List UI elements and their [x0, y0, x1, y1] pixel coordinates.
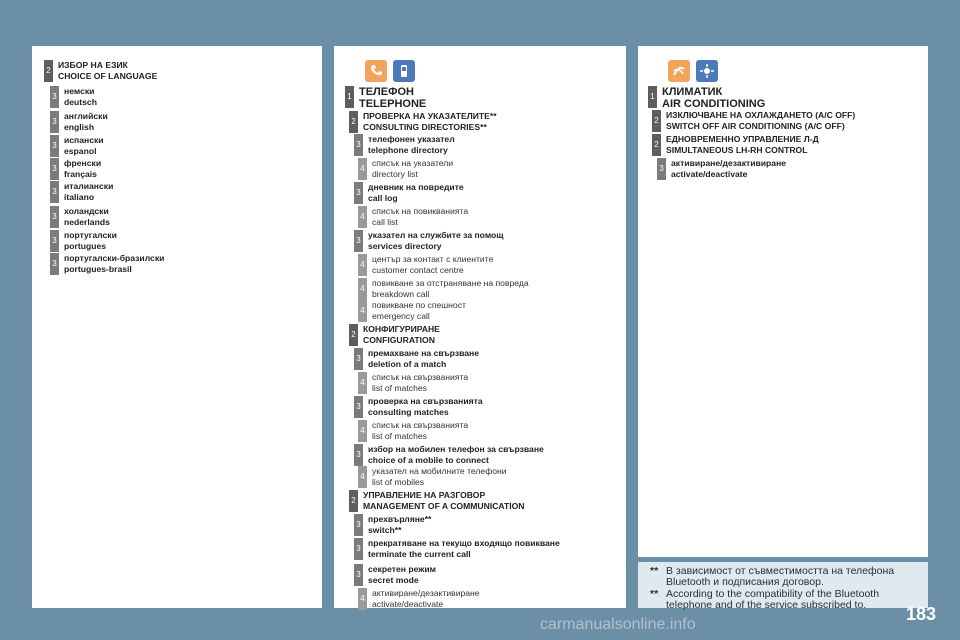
telephone-menu-item — [354, 182, 464, 204]
language-menu-item — [50, 206, 110, 228]
language-menu-item — [50, 111, 108, 133]
level-badge: 3 — [354, 396, 363, 418]
language-menu-item — [44, 60, 157, 82]
level-badge: 4 — [358, 466, 367, 488]
watermark: carmanualsonline.info — [540, 616, 696, 633]
level-badge: 3 — [354, 134, 363, 156]
item-label-local: проверка на свързванията — [368, 396, 483, 406]
level-badge: 1 — [345, 86, 354, 108]
level-badge: 4 — [358, 254, 367, 276]
level-badge: 4 — [358, 300, 367, 322]
item-label-local: премахване на свързване — [368, 348, 480, 358]
item-label-english: portugues-brasil — [64, 264, 132, 274]
item-label-local: повикване по спешност — [372, 300, 466, 310]
level-badge: 3 — [50, 230, 59, 252]
telephone-menu-item — [354, 564, 436, 586]
level-badge: 4 — [358, 206, 367, 228]
level-badge: 3 — [657, 158, 666, 180]
telephone-menu-item — [358, 420, 468, 442]
item-label-local: списък на свързванията — [372, 372, 469, 382]
level-badge: 2 — [349, 111, 358, 133]
item-label-english: nederlands — [64, 217, 110, 227]
item-label-local: ИЗКЛЮЧВАНЕ НА ОХЛАЖДАНЕТО (A/C OFF) — [666, 110, 856, 120]
item-label-local: португалски-бразилски — [64, 253, 165, 263]
item-label-local: ТЕЛЕФОН — [359, 86, 414, 98]
level-badge: 3 — [50, 181, 59, 203]
item-label-local: указател на службите за помощ — [368, 230, 504, 240]
telephone-menu-item — [345, 86, 426, 110]
telephone-menu-item — [354, 230, 504, 252]
telephone-menu-item — [358, 158, 453, 180]
telephone-icons — [365, 60, 415, 82]
item-label-local: английски — [64, 111, 108, 121]
telephone-menu-item — [354, 444, 544, 466]
item-label-english: breakdown call — [372, 289, 430, 299]
fan-icon — [668, 60, 690, 82]
item-label-local: ИЗБОР НА ЕЗИК — [58, 60, 128, 70]
level-badge: 4 — [358, 588, 367, 610]
item-label-english: english — [64, 122, 95, 132]
item-label-english: activate/deactivate — [372, 599, 444, 609]
climate-menu-item — [652, 110, 855, 132]
item-label-english: directory list — [372, 169, 418, 179]
level-badge: 2 — [349, 490, 358, 512]
item-label-local: италиански — [64, 181, 114, 191]
item-label-local: ПРОВЕРКА НА УКАЗАТЕЛИТЕ** — [363, 111, 497, 121]
item-label-local: дневник на повредите — [368, 182, 464, 192]
language-menu-item — [50, 158, 101, 180]
telephone-menu-item — [349, 324, 440, 346]
telephone-menu-item — [358, 206, 468, 228]
item-label-local: повикване за отстраняване на повреда — [372, 278, 529, 288]
telephone-menu-item — [358, 254, 493, 276]
item-label-english: AIR CONDITIONING — [662, 98, 766, 110]
language-menu-item — [50, 86, 97, 108]
item-label-local: португалски — [64, 230, 117, 240]
climate-menu-item — [652, 134, 819, 156]
telephone-menu-item — [358, 466, 507, 488]
item-label-english: deletion of a match — [368, 359, 447, 369]
level-badge: 4 — [358, 420, 367, 442]
level-badge: 3 — [50, 111, 59, 133]
level-badge: 3 — [50, 253, 59, 275]
level-badge: 3 — [354, 564, 363, 586]
climate-menu-item — [657, 158, 786, 180]
item-label-english: list of mobiles — [372, 477, 425, 487]
footnotes — [650, 566, 922, 612]
telephone-menu-item — [354, 396, 483, 418]
item-label-local: активиране/дезактивиране — [671, 158, 787, 168]
item-label-local: прехвърляне** — [368, 514, 432, 524]
item-label-local: испански — [64, 135, 104, 145]
level-badge: 3 — [50, 206, 59, 228]
level-badge: 2 — [652, 110, 661, 132]
item-label-english: choice of a mobile to connect — [368, 455, 489, 465]
level-badge: 3 — [50, 86, 59, 108]
item-label-local: ЕДНОВРЕМЕННО УПРАВЛЕНИЕ Л-Д — [666, 134, 819, 144]
item-label-local: указател на мобилните телефони — [372, 466, 507, 476]
level-badge: 3 — [50, 135, 59, 157]
item-label-local: КЛИМАТИК — [662, 86, 723, 98]
item-label-english: TELEPHONE — [359, 98, 427, 110]
item-label-english: call log — [368, 193, 398, 203]
level-badge: 1 — [648, 86, 657, 108]
language-menu-item — [50, 135, 104, 157]
telephone-menu-item — [354, 348, 479, 370]
level-badge: 4 — [358, 372, 367, 394]
climate-icons — [668, 60, 718, 82]
item-label-english: MANAGEMENT OF A COMMUNICATION — [363, 501, 525, 511]
language-menu-item — [50, 181, 113, 203]
item-label-english: telephone directory — [368, 145, 448, 155]
language-menu-item — [50, 253, 164, 275]
item-label-english: SWITCH OFF AIR CONDITIONING (A/C OFF) — [666, 121, 845, 131]
item-label-english: portugues — [64, 241, 107, 251]
item-label-local: секретен режим — [368, 564, 436, 574]
item-label-local: КОНФИГУРИРАНЕ — [363, 324, 440, 334]
footnote: ** According to the compatibility of the Bluetooth telephone and of the service subscribed to. — [650, 588, 880, 611]
item-label-english: services directory — [368, 241, 442, 251]
item-label-english: secret mode — [368, 575, 419, 585]
item-label-local: център за контакт с клиентите — [372, 254, 494, 264]
telephone-menu-item — [354, 134, 455, 156]
item-label-english: français — [64, 169, 97, 179]
level-badge: 4 — [358, 278, 367, 300]
item-label-english: activate/deactivate — [671, 169, 748, 179]
level-badge: 2 — [652, 134, 661, 156]
level-badge: 2 — [44, 60, 53, 82]
level-badge: 2 — [349, 324, 358, 346]
item-label-english: emergency call — [372, 311, 430, 321]
item-label-local: немски — [64, 86, 95, 96]
item-label-local: холандски — [64, 206, 109, 216]
item-label-english: deutsch — [64, 97, 97, 107]
item-label-local: телефонен указател — [368, 134, 455, 144]
level-badge: 3 — [50, 158, 59, 180]
item-label-local: прекратяване на текущо входящо повикване — [368, 538, 560, 548]
telephone-menu-item — [358, 300, 466, 322]
climate-menu-item — [648, 86, 765, 110]
item-label-english: consulting matches — [368, 407, 449, 417]
item-label-english: call list — [372, 217, 398, 227]
telephone-menu-item — [349, 490, 525, 512]
item-label-english: espanol — [64, 146, 97, 156]
item-label-english: SIMULTANEOUS LH-RH CONTROL — [666, 145, 808, 155]
item-label-local: списък на указатели — [372, 158, 454, 168]
climate-icon — [696, 60, 718, 82]
item-label-english: terminate the current call — [368, 549, 471, 559]
level-badge: 3 — [354, 182, 363, 204]
item-label-english: list of matches — [372, 431, 427, 441]
item-label-english: switch** — [368, 525, 402, 535]
level-badge: 3 — [354, 444, 363, 466]
item-label-local: УПРАВЛЕНИЕ НА РАЗГОВОР — [363, 490, 486, 500]
level-badge: 3 — [354, 538, 363, 560]
telephone-menu-item — [358, 588, 480, 610]
telephone-menu-item — [354, 538, 560, 560]
telephone-menu-item — [358, 278, 529, 300]
item-label-english: customer contact centre — [372, 265, 464, 275]
language-menu-item — [50, 230, 117, 252]
telephone-menu-item — [349, 111, 497, 133]
item-label-local: списък на свързванията — [372, 420, 469, 430]
level-badge: 3 — [354, 230, 363, 252]
page-number: 183 — [905, 604, 936, 624]
item-label-english: CHOICE OF LANGUAGE — [58, 71, 158, 81]
telephone-menu-item — [354, 514, 431, 536]
level-badge: 4 — [358, 158, 367, 180]
telephone-menu-item — [358, 372, 468, 394]
footnote: ** В зависимост от съвместимостта на телефона Bluetooth и подписания договор. — [650, 565, 895, 588]
item-label-local: избор на мобилен телефон за свързване — [368, 444, 544, 454]
item-label-local: активиране/дезактивиране — [372, 588, 480, 598]
item-label-english: CONFIGURATION — [363, 335, 435, 345]
mobile-icon — [393, 60, 415, 82]
item-label-english: list of matches — [372, 383, 427, 393]
phone-icon — [365, 60, 387, 82]
item-label-local: френски — [64, 158, 102, 168]
level-badge: 3 — [354, 348, 363, 370]
level-badge: 3 — [354, 514, 363, 536]
item-label-local: списък на повикванията — [372, 206, 469, 216]
item-label-english: CONSULTING DIRECTORIES** — [363, 122, 487, 132]
item-label-english: italiano — [64, 192, 95, 202]
